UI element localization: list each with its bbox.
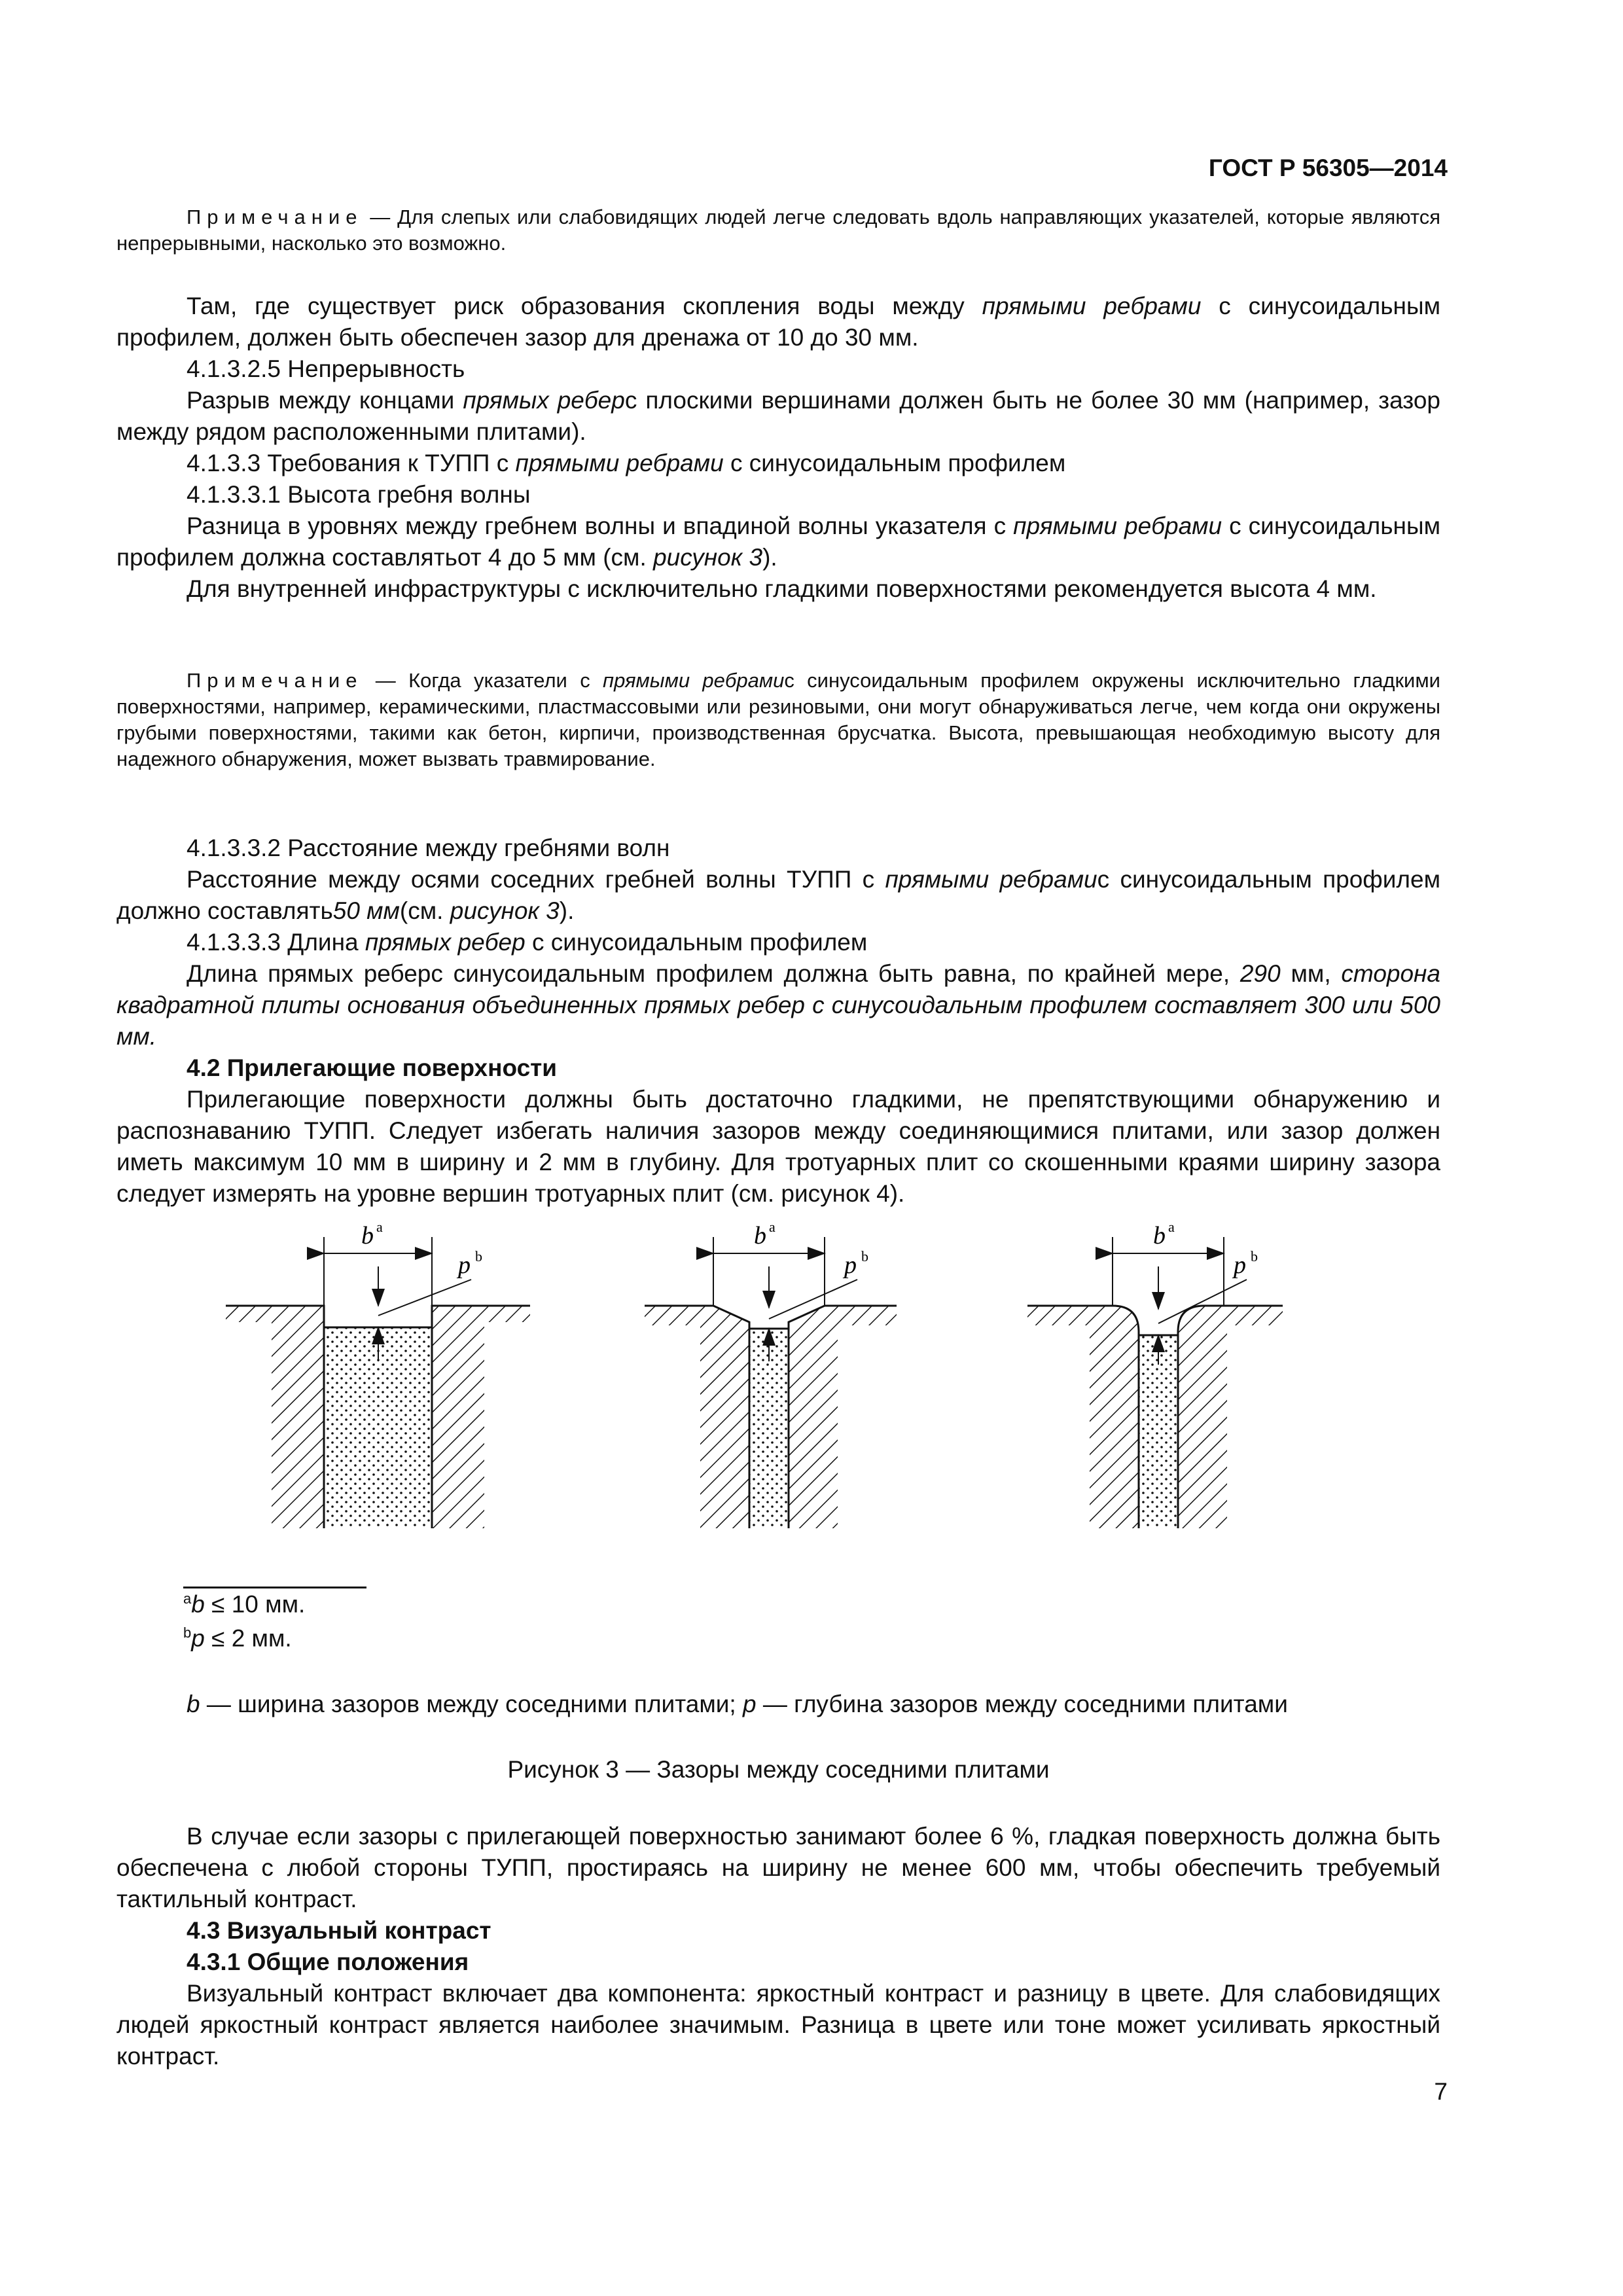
legend-text: — ширина зазоров между соседними плитами; [200, 1691, 743, 1717]
text-run-italic: прямыми ребрами [1013, 512, 1222, 539]
paragraph-adjacent-surfaces: Прилегающие поверхности должны быть достаточно гладкими, не препятствующими обнаружению и распознаванию ТУПП. Следует избегать наличия зазоров между соединяющимися плитами, или зазор должен иметь максимум 10 мм в ширину и 2 мм в глубину. Для тротуарных плит со скошенными краями ширину зазора следует измерять на уровне вершин тротуарных плит (см. рисунок 4). [116, 1086, 1440, 1207]
heading-4-1-3-3-2: 4.1.3.3.2 Расстояние между гребнями волн [187, 834, 670, 861]
note-label: Примечание [187, 206, 363, 228]
paragraph-internal-infrastructure: Для внутренней инфраструктуры с исключительно гладкими поверхностями рекомендуется высота 4 мм. [187, 575, 1377, 602]
text-run-italic: сторона квадратной плиты основания объединенных прямых ребер с синусоидальным профилем составляет 300 или 500 мм. [116, 960, 1440, 1050]
label-sup-a: a [376, 1219, 383, 1235]
paragraph-wave-height [116, 511, 1440, 573]
note-continuous-guides [116, 204, 1440, 257]
footnote-text: ≤ 10 мм. [204, 1590, 306, 1618]
right-slab-hatch [432, 1306, 530, 1528]
figure-caption: Рисунок 3 — Зазоры между соседними плитами [507, 1756, 1050, 1783]
text-run: Разница в уровнях между гребнем волны и впадиной волны указателя с [187, 512, 1014, 539]
text-run: 4.1.3.3.3 Длина [187, 929, 365, 956]
heading-4-3: 4.3 Визуальный контраст [187, 1917, 491, 1944]
text-run: Длина прямых ребер [187, 960, 431, 987]
paragraph-break [116, 385, 1440, 448]
label-sup-a: a [1168, 1219, 1175, 1235]
gap-diagram-square [226, 1219, 530, 1528]
footnote-text: ≤ 2 мм. [204, 1624, 292, 1652]
text-run: ). [762, 544, 777, 571]
text-run: с синусоидальным профилем [723, 450, 1066, 476]
note-label: Примечание [187, 669, 363, 692]
page-number: 7 [1434, 2078, 1448, 2105]
left-slab-hatch [226, 1306, 324, 1528]
label-p: p [1234, 1251, 1246, 1279]
text-run: Расстояние между осями соседних гребней волны ТУПП с [187, 866, 885, 893]
footnote-b [183, 1624, 292, 1652]
gap-diagram-rounded [1027, 1219, 1283, 1528]
text-run-italic: прямых ребер [365, 929, 526, 956]
note-text: — Для слепых или слабовидящих людей легче следовать вдоль направляющих указателей, которые являются непрерывными, насколько это возможно. [116, 206, 1440, 255]
text-run-italic: 290 [1240, 960, 1281, 987]
note-smooth-surfaces [116, 668, 1440, 772]
text-run: с синусоидальным профилем должна составлятьот 4 до 5 мм (см. [116, 512, 1441, 571]
text-run-italic: прямых ребер [463, 387, 625, 414]
note-text-italic: прямыми ребрами [603, 669, 785, 692]
legend-text: — глубина зазоров между соседними плитами [756, 1691, 1288, 1717]
right-slab-hatch [789, 1306, 897, 1528]
right-slab-hatch [1178, 1306, 1283, 1528]
paragraph-gaps-contrast: В случае если зазоры с прилегающей поверхностью занимают более 6 %, гладкая поверхность должна быть обеспечена с любой стороны ТУПП, простираясь на ширину не менее 600 мм, чтобы обеспечить требуемый тактильный контраст. [116, 1823, 1440, 1912]
text-run: с плоскими вершинами должен быть не более 30 мм (например, зазор между рядом расположенными плитами). [116, 387, 1440, 445]
note-text: — Когда указатели с [363, 669, 603, 692]
text-run-italic: 50 мм [332, 897, 400, 924]
left-slab-hatch [1027, 1306, 1139, 1528]
text-run: с синусоидальным профилем должно составлять [116, 866, 1441, 924]
text-run: Разрыв между концами [187, 387, 463, 414]
paragraph-rib-length [116, 958, 1440, 1052]
label-b: b [361, 1222, 374, 1249]
footnote-variable: p [191, 1624, 205, 1652]
text-run: с синусоидальным профилем [525, 929, 868, 956]
paragraph-visual-contrast: Визуальный контраст включает два компонента: яркостный контраст и разницу в цвете. Для слабовидящих людей яркостный контраст является наиболее значимым. Разница в цвете или тоне может усиливать яркостный контраст. [116, 1980, 1440, 2070]
figure-legend [187, 1689, 1430, 1720]
text-run: с синусоидальным профилем должна быть равна, по крайней мере, [431, 960, 1240, 987]
left-slab-hatch [645, 1306, 749, 1528]
text-run-italic: прямыми ребрами [982, 293, 1202, 319]
heading-4-1-3-2-5: 4.1.3.2.5 Непрерывность [187, 355, 465, 382]
heading-4-2: 4.2 Прилегающие поверхности [187, 1054, 558, 1081]
figure-reference: рисунок 3 [653, 544, 763, 571]
text-run: (см. [399, 897, 450, 924]
heading-4-3-1: 4.3.1 Общие положения [187, 1948, 469, 1975]
footnote-variable: b [191, 1590, 205, 1618]
label-p: p [458, 1251, 471, 1279]
heading-4-1-3-3-3 [116, 927, 1440, 958]
figure-reference: рисунок 3 [450, 897, 560, 924]
footnote-marker: b [183, 1624, 192, 1641]
label-sup-a: a [769, 1219, 776, 1235]
footnote-a [183, 1590, 305, 1618]
text-run: мм, [1280, 960, 1342, 987]
note-text: с синусоидальным профилем окружены исключительно гладкими поверхностями, например, керамическими, пластмассовыми или резиновыми, они могут обнаруживаться легче, чем когда они окружены грубыми поверхностями, такими как бетон, кирпичи, производственная брусчатка. Высота, превышающая необходимую высоту для надежного обнаружения, может вызвать травмирование. [116, 669, 1440, 770]
heading-4-1-3-3-1: 4.1.3.3.1 Высота гребня волны [187, 481, 531, 508]
text-run: Там, где существует риск образования скопления воды между [187, 293, 982, 319]
paragraph-crest-distance [116, 864, 1440, 927]
gap-diagram-chamfered [645, 1219, 897, 1528]
label-sup-b: b [475, 1248, 482, 1265]
footnote-rule [183, 1587, 366, 1588]
text-run: с синусоидальным профилем, должен быть обеспечен зазор для дренажа от 10 до 30 мм. [116, 293, 1441, 351]
footnote-marker: a [183, 1590, 192, 1607]
legend-variable: p [743, 1691, 757, 1717]
paragraph-drainage [116, 291, 1440, 353]
text-run-italic: прямыми ребрами [885, 866, 1097, 893]
label-p: p [844, 1251, 857, 1279]
label-sup-b: b [1251, 1248, 1258, 1265]
label-b: b [754, 1222, 766, 1249]
text-run-italic: прямыми ребрами [515, 450, 724, 476]
text-run: ). [559, 897, 575, 924]
label-b: b [1153, 1222, 1166, 1249]
gap-figure [0, 1211, 1623, 1551]
heading-4-1-3-3 [116, 448, 1440, 479]
document-standard-header: ГОСТ Р 56305—2014 [1208, 154, 1448, 181]
label-sup-b: b [861, 1248, 868, 1265]
text-run: 4.1.3.3 Требования к ТУПП с [187, 450, 516, 476]
legend-variable: b [187, 1691, 200, 1717]
